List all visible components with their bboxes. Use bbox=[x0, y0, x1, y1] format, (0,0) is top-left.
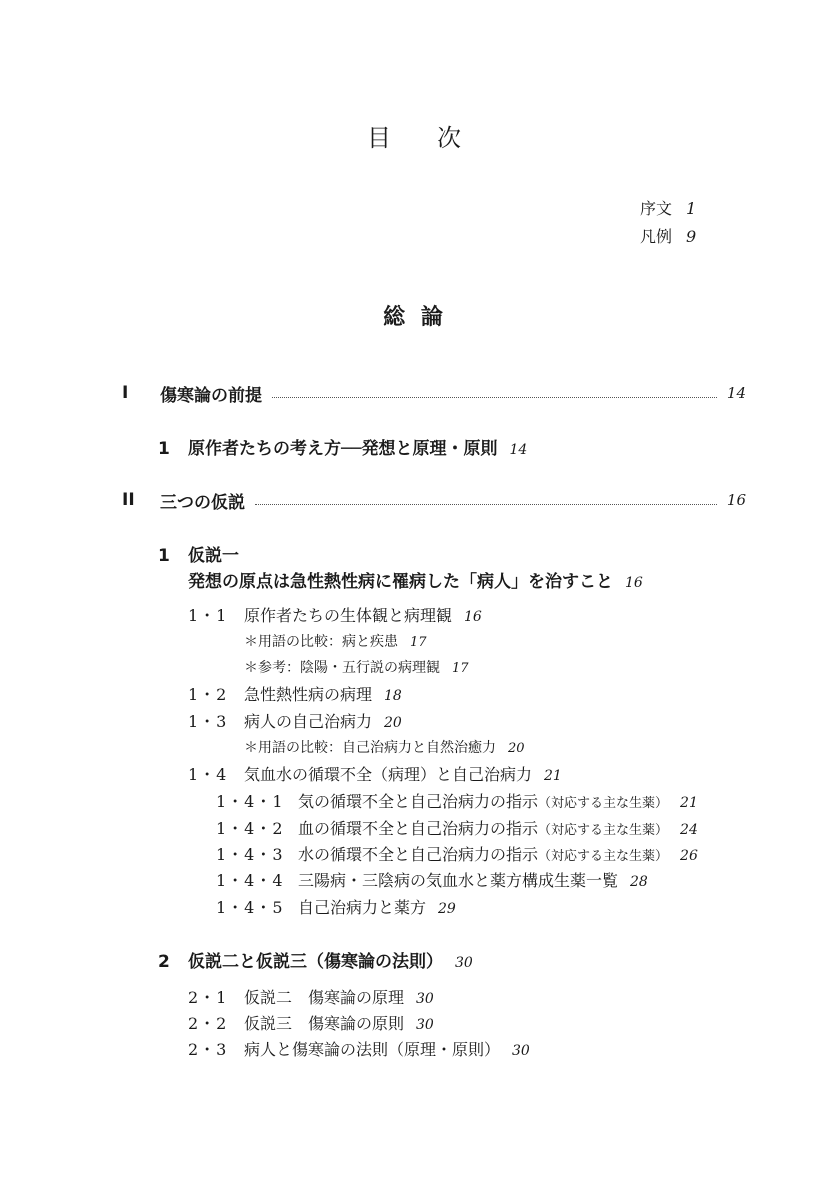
entry-title: 気の循環不全と自己治病力の指示 bbox=[298, 792, 539, 811]
entry-number: 1・2 bbox=[188, 685, 228, 704]
entry-title: 病人と傷寒論の法則（原理・原則） bbox=[244, 1040, 501, 1059]
entry-page: 26 bbox=[680, 848, 698, 864]
entry-number: 2・1 bbox=[188, 988, 228, 1007]
toc-entry-1-4[interactable] bbox=[188, 762, 562, 785]
dot-leader bbox=[255, 504, 717, 505]
entry-page: 16 bbox=[464, 609, 482, 625]
page-title bbox=[0, 118, 830, 153]
toc-note[interactable] bbox=[244, 737, 525, 757]
toc-part-1[interactable] bbox=[122, 380, 746, 406]
entry-title: 三陽病・三陰病の気血水と薬方構成生薬一覧 bbox=[298, 871, 619, 890]
part-number: I bbox=[122, 383, 129, 403]
entry-page: 16 bbox=[625, 575, 643, 591]
front-label: 序文 bbox=[640, 199, 673, 218]
toc-entry-1-4-1[interactable] bbox=[216, 789, 698, 812]
entry-paren: （対応する主な生薬） bbox=[538, 823, 669, 838]
entry-number: 1・1 bbox=[188, 606, 228, 625]
entry-title: 仮説二 傷寒論の原理 bbox=[244, 988, 405, 1007]
entry-page: 14 bbox=[509, 442, 528, 458]
entry-number: 2・3 bbox=[188, 1040, 228, 1059]
entry-paren: （対応する主な生薬） bbox=[538, 849, 669, 864]
toc-part-2[interactable] bbox=[122, 487, 746, 513]
entry-page: 17 bbox=[452, 661, 469, 676]
part-number: II bbox=[122, 490, 135, 510]
entry-page: 18 bbox=[384, 688, 402, 704]
toc-entry-1-3[interactable] bbox=[188, 709, 402, 732]
front-matter-preface[interactable] bbox=[640, 196, 696, 219]
entry-page: 21 bbox=[680, 795, 698, 811]
entry-title: 自己治病力と薬方 bbox=[298, 898, 427, 917]
toc-entry-2-2[interactable] bbox=[188, 1011, 434, 1034]
entry-paren: （対応する主な生薬） bbox=[538, 796, 669, 811]
toc-note[interactable] bbox=[244, 631, 427, 651]
toc-entry-1[interactable] bbox=[158, 434, 527, 459]
entry-number: 1・4・4 bbox=[216, 871, 284, 890]
entry-page: 30 bbox=[416, 991, 434, 1007]
front-page: 1 bbox=[686, 199, 697, 218]
title-char-1: 目 bbox=[367, 124, 393, 152]
entry-title: 原作者たちの生体観と病理観 bbox=[244, 606, 453, 625]
entry-page: 20 bbox=[508, 741, 525, 756]
entry-number: 1・4 bbox=[188, 765, 228, 784]
entry-number: 1・3 bbox=[188, 712, 228, 731]
note-title: ＊参考：陰陽・五行説の病理観 bbox=[244, 660, 440, 676]
entry-title: 発想の原点は急性熱性病に罹病した「病人」を治すこと bbox=[188, 572, 613, 592]
entry-page: 20 bbox=[384, 715, 402, 731]
toc-entry-1-4-3[interactable] bbox=[216, 842, 698, 865]
part-page: 16 bbox=[726, 491, 746, 509]
part-title: 三つの仮説 bbox=[160, 492, 245, 513]
front-matter-conventions[interactable] bbox=[640, 224, 696, 247]
entry-number: 2 bbox=[158, 952, 170, 972]
entry-page: 17 bbox=[410, 635, 427, 650]
entry-title: 血の循環不全と自己治病力の指示 bbox=[298, 819, 539, 838]
entry-title: 気血水の循環不全（病理）と自己治病力 bbox=[244, 765, 533, 784]
entry-number: 1・4・5 bbox=[216, 898, 284, 917]
entry-title: 水の循環不全と自己治病力の指示 bbox=[298, 845, 539, 864]
toc-hypothesis-2-heading[interactable] bbox=[158, 947, 473, 972]
entry-number: 1 bbox=[158, 546, 170, 566]
entry-number: 2・2 bbox=[188, 1014, 228, 1033]
toc-hypothesis-1-heading[interactable] bbox=[158, 541, 239, 566]
toc-entry-1-4-5[interactable] bbox=[216, 895, 456, 918]
entry-title: 仮説一 bbox=[188, 546, 239, 566]
entry-title: 病人の自己治病力 bbox=[244, 712, 373, 731]
front-page: 9 bbox=[686, 227, 697, 246]
toc-note[interactable] bbox=[244, 657, 469, 677]
entry-page: 29 bbox=[438, 901, 456, 917]
part-page: 14 bbox=[726, 384, 746, 402]
toc-entry-1-4-4[interactable] bbox=[216, 868, 648, 891]
entry-page: 30 bbox=[416, 1017, 434, 1033]
front-label: 凡例 bbox=[640, 227, 673, 246]
entry-title: 原作者たちの考え方──発想と原理・原則 bbox=[188, 439, 498, 459]
entry-page: 24 bbox=[680, 822, 698, 838]
entry-title: 急性熱性病の病理 bbox=[244, 685, 373, 704]
entry-page: 21 bbox=[544, 768, 562, 784]
toc-entry-1-4-2[interactable] bbox=[216, 816, 698, 839]
note-title: ＊用語の比較：病と疾患 bbox=[244, 634, 398, 650]
note-title: ＊用語の比較：自己治病力と自然治癒力 bbox=[244, 740, 496, 756]
entry-page: 30 bbox=[455, 955, 473, 971]
entry-title: 仮説二と仮説三（傷寒論の法則） bbox=[188, 952, 443, 972]
entry-page: 30 bbox=[512, 1043, 530, 1059]
toc-entry-1-2[interactable] bbox=[188, 682, 402, 705]
entry-number: 1・4・3 bbox=[216, 845, 284, 864]
dot-leader bbox=[272, 397, 717, 398]
toc-entry-2-1[interactable] bbox=[188, 985, 434, 1008]
title-char-2: 次 bbox=[437, 124, 463, 152]
entry-number: 1・4・1 bbox=[216, 792, 284, 811]
entry-number: 1・4・2 bbox=[216, 819, 284, 838]
entry-page: 28 bbox=[630, 874, 648, 890]
section-title: 総 論 bbox=[383, 305, 447, 330]
entry-title: 仮説三 傷寒論の原則 bbox=[244, 1014, 405, 1033]
part-title: 傷寒論の前提 bbox=[160, 385, 262, 406]
toc-entry-1-1[interactable] bbox=[188, 603, 482, 626]
entry-number: 1 bbox=[158, 439, 170, 459]
toc-hypothesis-1-subtitle[interactable] bbox=[188, 567, 643, 592]
toc-entry-2-3[interactable] bbox=[188, 1037, 530, 1060]
